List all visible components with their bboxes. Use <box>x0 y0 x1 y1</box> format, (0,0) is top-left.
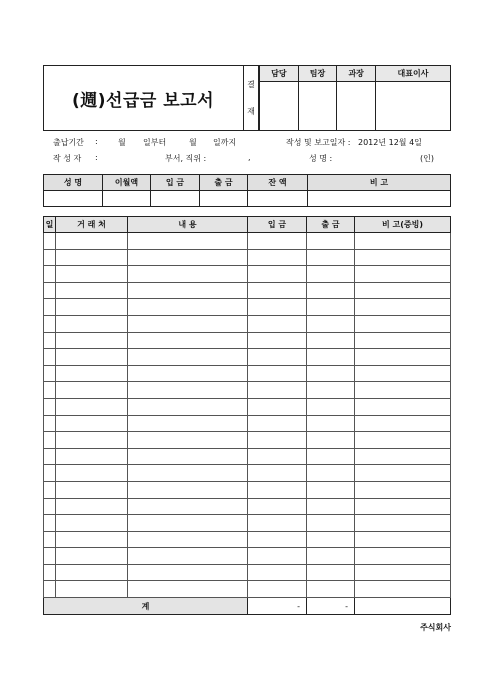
summary-header-remarks: 비 고 <box>308 175 451 191</box>
ledger-cell[interactable] <box>248 432 307 449</box>
ledger-cell[interactable] <box>128 515 248 532</box>
ledger-cell[interactable] <box>56 349 128 366</box>
ledger-row <box>44 266 451 283</box>
ledger-cell[interactable] <box>128 365 248 382</box>
summary-header-name: 성 명 <box>44 175 103 191</box>
ledger-cell[interactable] <box>44 481 56 498</box>
ledger-cell[interactable] <box>307 365 355 382</box>
ledger-header-day: 일 <box>44 217 56 233</box>
ledger-cell[interactable] <box>128 548 248 565</box>
ledger-row <box>44 564 451 581</box>
period-month-to: 월 <box>189 138 197 147</box>
dept-comma: , <box>248 153 251 162</box>
approval-role: 담당 <box>260 66 299 82</box>
ledger-cell[interactable] <box>56 531 128 548</box>
ledger-cell[interactable] <box>44 465 56 482</box>
ledger-cell[interactable] <box>355 531 451 548</box>
ledger-cell[interactable] <box>355 282 451 299</box>
ledger-cell[interactable] <box>355 249 451 266</box>
ledger-header-description: 내 용 <box>128 217 248 233</box>
ledger-cell[interactable] <box>307 349 355 366</box>
ledger-total-label: 계 <box>44 598 248 615</box>
ledger-cell[interactable] <box>44 299 56 316</box>
ledger-cell[interactable] <box>248 299 307 316</box>
ledger-cell[interactable] <box>307 581 355 598</box>
ledger-cell[interactable] <box>307 382 355 399</box>
ledger-cell[interactable] <box>307 548 355 565</box>
ledger-cell[interactable] <box>56 299 128 316</box>
ledger-cell[interactable] <box>56 515 128 532</box>
ledger-cell[interactable] <box>355 266 451 283</box>
ledger-row <box>44 233 451 250</box>
summary-header-carryover: 이월액 <box>103 175 151 191</box>
ledger-total-deposit: - <box>248 598 307 615</box>
summary-header-deposit: 입 금 <box>151 175 200 191</box>
ledger-cell[interactable] <box>307 249 355 266</box>
ledger-row <box>44 498 451 515</box>
ledger-cell[interactable] <box>56 481 128 498</box>
ledger-row <box>44 365 451 382</box>
ledger-cell[interactable] <box>128 398 248 415</box>
ledger-cell[interactable] <box>44 498 56 515</box>
ledger-cell[interactable] <box>248 332 307 349</box>
ledger-cell[interactable] <box>56 581 128 598</box>
approval-role: 대표이사 <box>376 66 451 82</box>
approval-label-bottom: 재 <box>247 107 255 116</box>
ledger-cell[interactable] <box>44 233 56 250</box>
ledger-cell[interactable] <box>355 481 451 498</box>
ledger-row <box>44 548 451 565</box>
ledger-cell[interactable] <box>248 564 307 581</box>
ledger-cell[interactable] <box>248 465 307 482</box>
ledger-cell[interactable] <box>56 465 128 482</box>
ledger-cell[interactable] <box>248 266 307 283</box>
approval-table <box>259 65 451 131</box>
ledger-cell[interactable] <box>128 382 248 399</box>
ledger-total-remarks <box>355 598 451 615</box>
ledger-cell[interactable] <box>248 498 307 515</box>
summary-cell[interactable] <box>308 191 451 207</box>
ledger-row <box>44 531 451 548</box>
summary-cell[interactable] <box>151 191 200 207</box>
ledger-cell[interactable] <box>248 531 307 548</box>
ledger-cell[interactable] <box>307 332 355 349</box>
ledger-cell[interactable] <box>355 498 451 515</box>
summary-header-balance: 잔 액 <box>248 175 308 191</box>
approval-sign-cell[interactable] <box>260 82 299 131</box>
ledger-cell[interactable] <box>128 448 248 465</box>
ledger-cell[interactable] <box>56 266 128 283</box>
ledger-cell[interactable] <box>248 233 307 250</box>
summary-cell[interactable] <box>248 191 308 207</box>
ledger-cell[interactable] <box>248 548 307 565</box>
ledger-cell[interactable] <box>44 398 56 415</box>
approval-role: 팀장 <box>298 66 337 82</box>
ledger-cell[interactable] <box>355 398 451 415</box>
ledger-cell[interactable] <box>355 299 451 316</box>
approval-role: 과장 <box>337 66 376 82</box>
report-date-label: 작성 및 보고일자 : <box>286 138 351 147</box>
ledger-cell[interactable] <box>248 398 307 415</box>
ledger-cell[interactable] <box>44 266 56 283</box>
ledger-cell[interactable] <box>355 548 451 565</box>
ledger-cell[interactable] <box>56 564 128 581</box>
writer-sep: : <box>95 153 98 162</box>
ledger-row <box>44 415 451 432</box>
name-label: 성 명 : <box>309 154 333 163</box>
ledger-cell[interactable] <box>56 315 128 332</box>
ledger-cell[interactable] <box>128 564 248 581</box>
ledger-cell[interactable] <box>56 548 128 565</box>
ledger-cell[interactable] <box>44 448 56 465</box>
ledger-cell[interactable] <box>44 531 56 548</box>
approval-label <box>243 65 259 131</box>
ledger-cell[interactable] <box>307 415 355 432</box>
ledger-row <box>44 448 451 465</box>
ledger-row <box>44 398 451 415</box>
summary-header-withdrawal: 출 금 <box>200 175 248 191</box>
ledger-cell[interactable] <box>128 266 248 283</box>
ledger-cell[interactable] <box>355 315 451 332</box>
ledger-cell[interactable] <box>56 382 128 399</box>
ledger-cell[interactable] <box>56 398 128 415</box>
seal-mark: (인) <box>420 154 434 163</box>
ledger-cell[interactable] <box>307 448 355 465</box>
ledger-cell[interactable] <box>128 349 248 366</box>
ledger-cell[interactable] <box>307 266 355 283</box>
ledger-cell[interactable] <box>307 531 355 548</box>
ledger-cell[interactable] <box>128 531 248 548</box>
ledger-cell[interactable] <box>128 581 248 598</box>
ledger-cell[interactable] <box>355 233 451 250</box>
ledger-cell[interactable] <box>56 498 128 515</box>
ledger-cell[interactable] <box>128 233 248 250</box>
writer-label: 작 성 자 <box>53 154 82 163</box>
ledger-cell[interactable] <box>307 481 355 498</box>
ledger-cell[interactable] <box>355 349 451 366</box>
ledger-cell[interactable] <box>355 332 451 349</box>
ledger-cell[interactable] <box>248 249 307 266</box>
summary-cell[interactable] <box>200 191 248 207</box>
ledger-cell[interactable] <box>307 498 355 515</box>
ledger-row <box>44 299 451 316</box>
ledger-cell[interactable] <box>307 564 355 581</box>
period-sep: : <box>95 137 98 146</box>
ledger-cell[interactable] <box>307 315 355 332</box>
ledger-cell[interactable] <box>56 249 128 266</box>
ledger-cell[interactable] <box>128 249 248 266</box>
ledger-cell[interactable] <box>128 415 248 432</box>
ledger-row <box>44 249 451 266</box>
ledger-cell[interactable] <box>248 581 307 598</box>
approval-sign-cell[interactable] <box>376 82 451 131</box>
ledger-row <box>44 465 451 482</box>
ledger-cell[interactable] <box>128 465 248 482</box>
ledger-total-withdrawal: - <box>307 598 355 615</box>
ledger-cell[interactable] <box>248 415 307 432</box>
ledger-cell[interactable] <box>44 282 56 299</box>
ledger-cell[interactable] <box>248 365 307 382</box>
transaction-ledger-table <box>43 216 451 615</box>
ledger-header-vendor: 거 래 처 <box>56 217 128 233</box>
ledger-row <box>44 515 451 532</box>
ledger-cell[interactable] <box>248 515 307 532</box>
ledger-cell[interactable] <box>248 448 307 465</box>
ledger-cell[interactable] <box>128 498 248 515</box>
ledger-cell[interactable] <box>355 564 451 581</box>
summary-cell[interactable] <box>103 191 151 207</box>
balance-summary-table <box>43 174 451 207</box>
ledger-header-remarks: 비 고(증빙) <box>355 217 451 233</box>
ledger-cell[interactable] <box>56 415 128 432</box>
ledger-cell[interactable] <box>44 382 56 399</box>
ledger-row <box>44 581 451 598</box>
ledger-cell[interactable] <box>56 332 128 349</box>
ledger-cell[interactable] <box>44 249 56 266</box>
ledger-cell[interactable] <box>307 432 355 449</box>
ledger-cell[interactable] <box>44 415 56 432</box>
ledger-row <box>44 432 451 449</box>
ledger-row <box>44 349 451 366</box>
period-month-from: 월 <box>118 138 126 147</box>
ledger-cell[interactable] <box>44 349 56 366</box>
ledger-cell[interactable] <box>56 448 128 465</box>
ledger-cell[interactable] <box>355 448 451 465</box>
ledger-cell[interactable] <box>44 315 56 332</box>
period-to: 일까지 <box>213 138 237 147</box>
ledger-cell[interactable] <box>355 365 451 382</box>
report-date-value: 2012년 12월 4일 <box>358 138 422 147</box>
approval-sign-cell[interactable] <box>337 82 376 131</box>
report-title: (週)선급금 보고서 <box>72 90 214 111</box>
dept-label: 부서, 직위 : <box>165 154 207 163</box>
ledger-cell[interactable] <box>248 315 307 332</box>
ledger-cell[interactable] <box>44 548 56 565</box>
ledger-cell[interactable] <box>248 349 307 366</box>
ledger-cell[interactable] <box>355 581 451 598</box>
ledger-row <box>44 481 451 498</box>
ledger-row <box>44 382 451 399</box>
ledger-row <box>44 315 451 332</box>
ledger-cell[interactable] <box>44 332 56 349</box>
ledger-cell[interactable] <box>44 515 56 532</box>
ledger-cell[interactable] <box>56 365 128 382</box>
ledger-cell[interactable] <box>307 398 355 415</box>
ledger-header-deposit: 입 금 <box>248 217 307 233</box>
summary-cell[interactable] <box>44 191 103 207</box>
ledger-row <box>44 282 451 299</box>
ledger-cell[interactable] <box>307 515 355 532</box>
ledger-cell[interactable] <box>56 233 128 250</box>
ledger-header-withdrawal: 출 금 <box>307 217 355 233</box>
ledger-cell[interactable] <box>56 432 128 449</box>
ledger-cell[interactable] <box>44 564 56 581</box>
ledger-cell[interactable] <box>128 299 248 316</box>
approval-sign-cell[interactable] <box>298 82 337 131</box>
ledger-cell[interactable] <box>128 315 248 332</box>
ledger-cell[interactable] <box>248 481 307 498</box>
approval-label-top: 결 <box>247 80 255 89</box>
ledger-cell[interactable] <box>44 581 56 598</box>
ledger-cell[interactable] <box>128 432 248 449</box>
ledger-cell[interactable] <box>355 382 451 399</box>
ledger-cell[interactable] <box>44 365 56 382</box>
ledger-cell[interactable] <box>56 282 128 299</box>
ledger-cell[interactable] <box>307 233 355 250</box>
period-from: 일부터 <box>143 138 167 147</box>
ledger-cell[interactable] <box>355 432 451 449</box>
ledger-cell[interactable] <box>44 432 56 449</box>
ledger-cell[interactable] <box>248 282 307 299</box>
ledger-cell[interactable] <box>128 332 248 349</box>
ledger-cell[interactable] <box>307 465 355 482</box>
ledger-cell[interactable] <box>355 515 451 532</box>
ledger-cell[interactable] <box>307 299 355 316</box>
ledger-cell[interactable] <box>248 382 307 399</box>
ledger-cell[interactable] <box>307 282 355 299</box>
ledger-cell[interactable] <box>355 415 451 432</box>
ledger-cell[interactable] <box>128 481 248 498</box>
ledger-cell[interactable] <box>355 465 451 482</box>
company-name: 주식회사 <box>420 623 451 632</box>
ledger-cell[interactable] <box>128 282 248 299</box>
period-label: 출납기간 <box>53 138 84 147</box>
ledger-row <box>44 332 451 349</box>
